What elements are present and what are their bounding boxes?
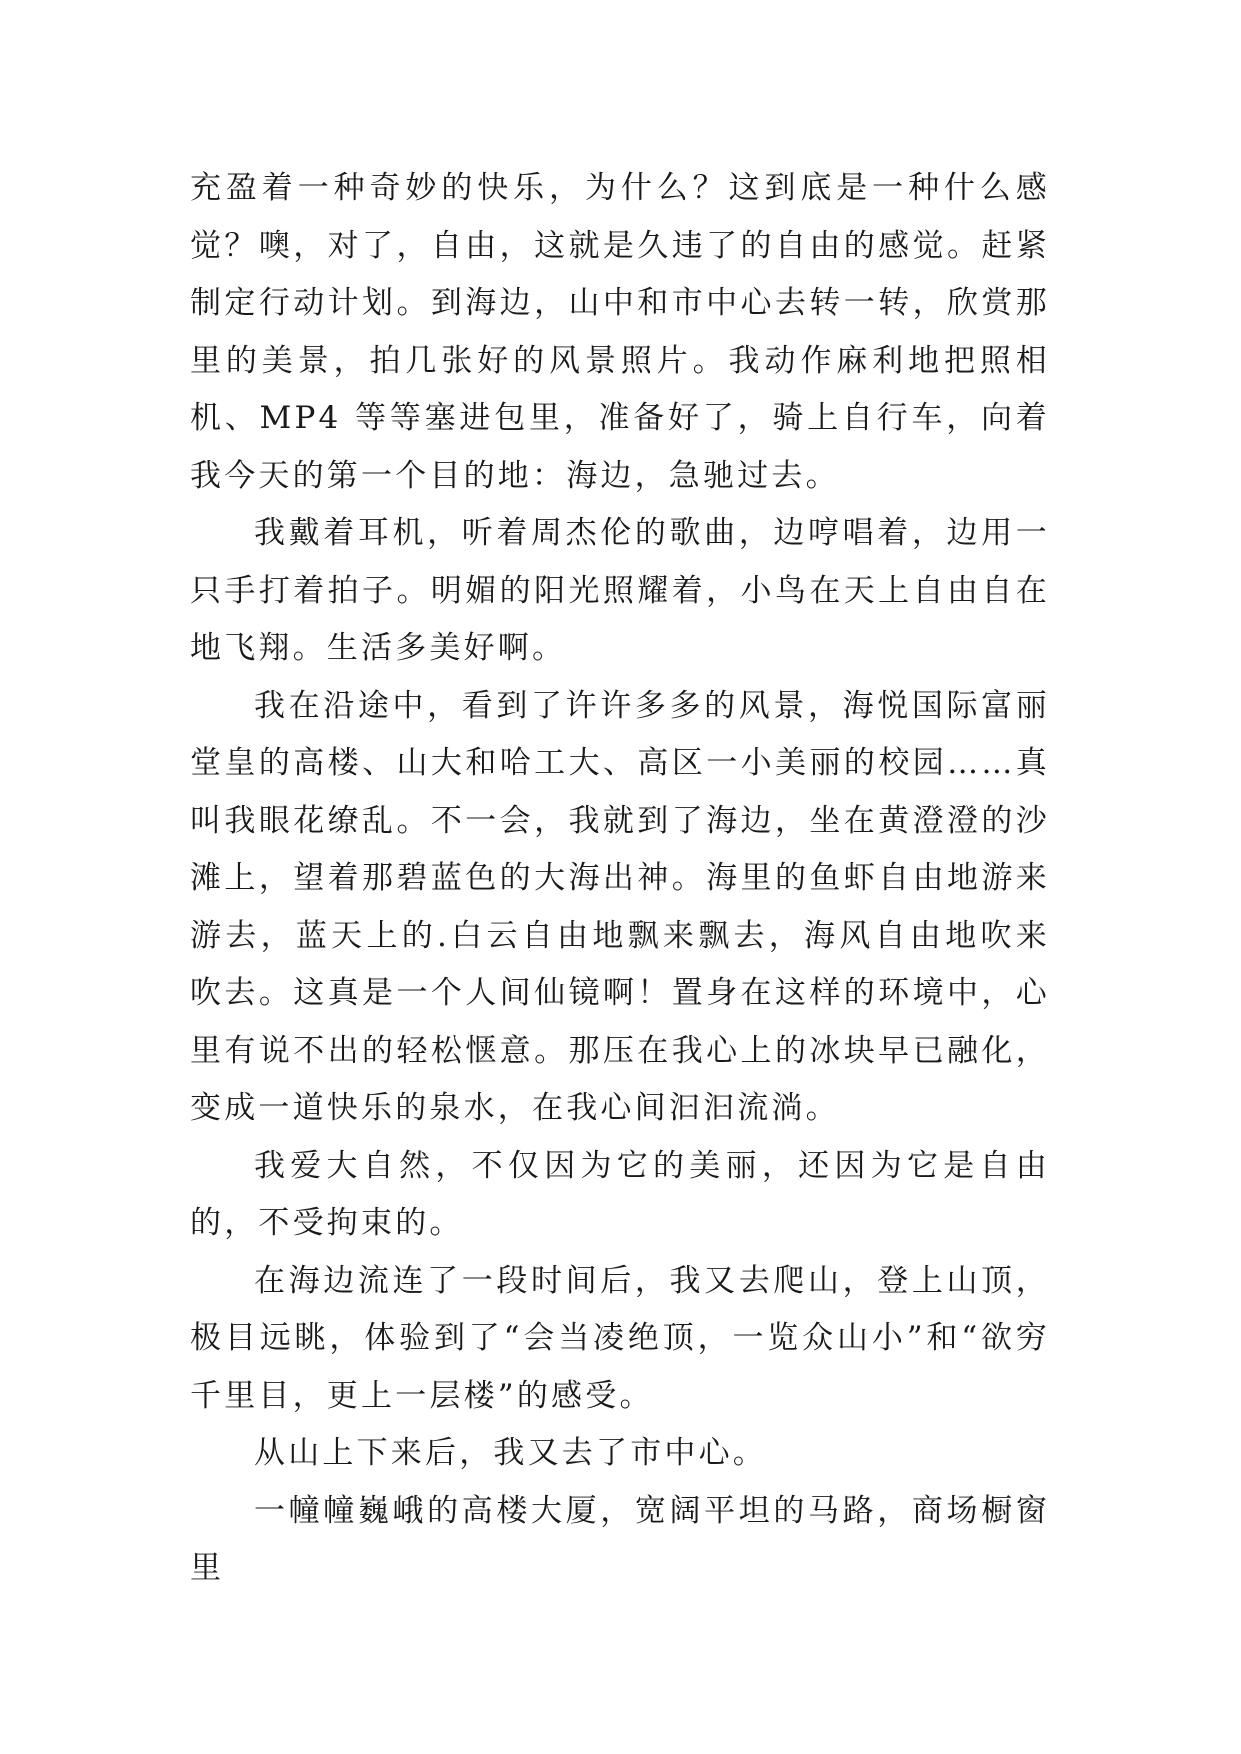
paragraph-6: 从山上下来后，我又去了市中心。 bbox=[254, 1435, 767, 1471]
paragraph-2: 我戴着耳机，听着周杰伦的歌曲，边哼唱着，边用一只手打着拍子。明媚的阳光照耀着，小鸟在天上自由自在地飞翔。生活多美好啊。 bbox=[190, 515, 1050, 666]
paragraph-5: 在海边流连了一段时间后，我又去爬山，登上山顶，极目远眺，体验到了“会当凌绝顶，一览众山小”和“欲穷千里目，更上一层楼”的感受。 bbox=[190, 1262, 1050, 1414]
paragraph-4: 我爱大自然，不仅因为它的美丽，还因为它是自由的，不受拘束的。 bbox=[190, 1147, 1050, 1241]
paragraph-3: 我在沿途中，看到了许许多多的风景，海悦国际富丽堂皇的高楼、山大和哈工大、高区一小美丽的校园……真叫我眼花缭乱。不一会，我就到了海边，坐在黄澄澄的沙滩上，望着那碧蓝色的大海出神。海里的鱼虾自由地游来游去，蓝天上的.白云自由地飘来飘去，海风自由地吹来吹去。这真是一个人间仙镜啊！置身在这样的环境中，心里有说不出的轻松惬意。那压在我心上的冰块早已融化，变成一道快乐的泉水，在我心间汩汩流淌。 bbox=[190, 687, 1050, 1126]
document-body bbox=[190, 160, 1050, 1598]
paragraph-1: 充盈着一种奇妙的快乐，为什么？这到底是一种什么感觉？噢，对了，自由，这就是久违了的自由的感觉。赶紧制定行动计划。到海边，山中和市中心去转一转，欣赏那里的美景，拍几张好的风景照片。我动作麻利地把照相机、MP4 等等塞进包里，准备好了，骑上自行车，向着我今天的第一个目的地：海边，急驰过去。 bbox=[190, 170, 1050, 494]
paragraph-7: 一幢幢巍峨的高楼大厦，宽阔平坦的马路，商场橱窗里 bbox=[190, 1492, 1050, 1586]
